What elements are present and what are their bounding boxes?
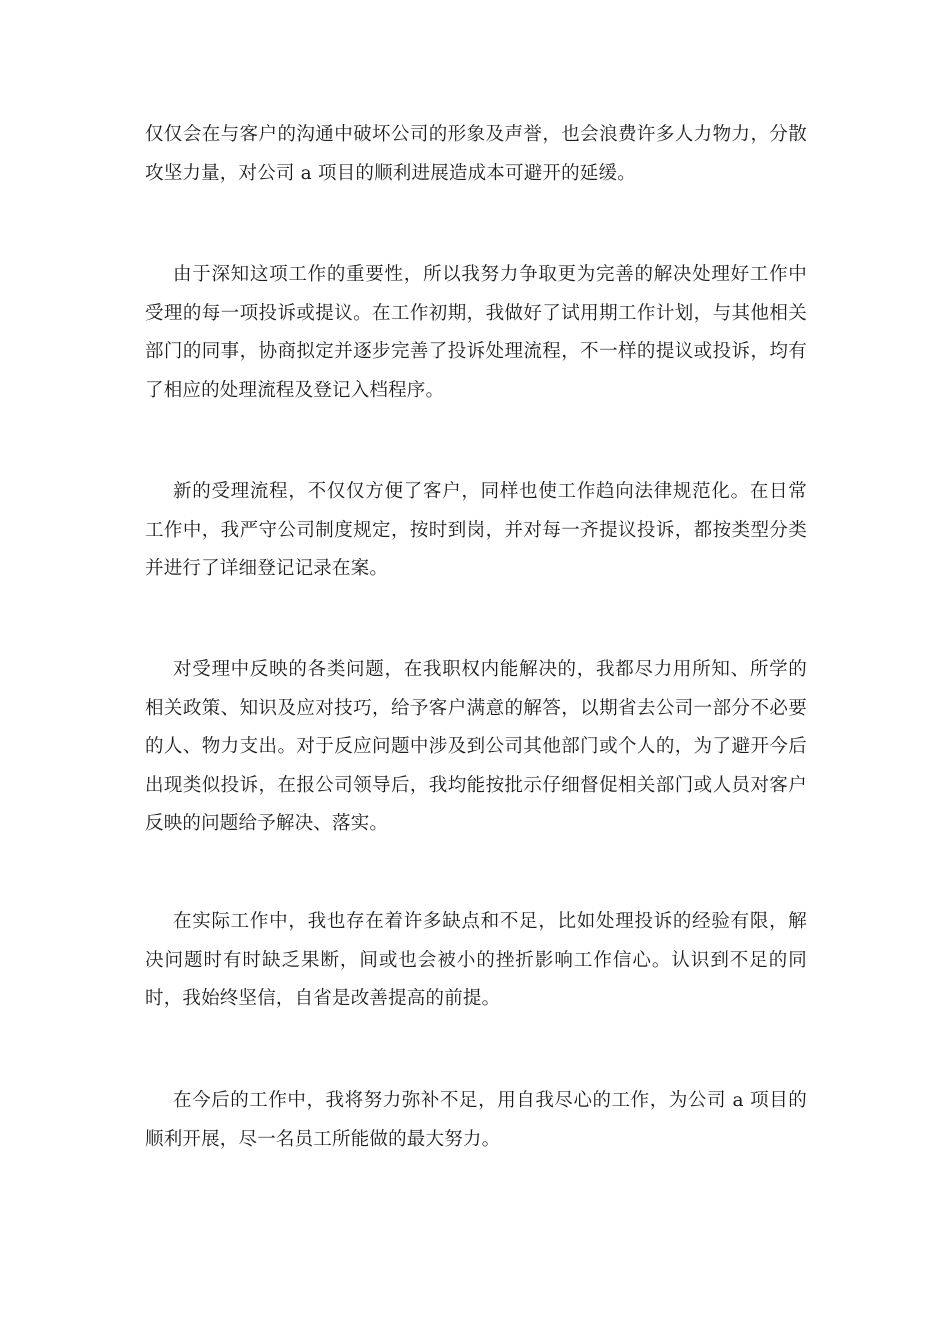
paragraph-2: 由于深知这项工作的重要性，所以我努力争取更为完善的解决处理好工作中受理的每一项投诉或提议。在工作初期，我做好了试用期工作计划，与其他相关部门的同事，协商拟定并逐步完善了投诉处理流程，不一样的提议或投诉，均有了相应的处理流程及登记入档程序。 — [145, 264, 807, 401]
paragraph-1: 仅仅会在与客户的沟通中破坏公司的形象及声誉，也会浪费许多人力物力，分散攻坚力量，对公司 a 项目的顺利进展造成本可避开的延缓。 — [145, 124, 807, 184]
paragraph-6: 在今后的工作中，我将努力弥补不足，用自我尽心的工作，为公司 a 项目的顺利开展，尽一名员工所能做的最大努力。 — [145, 1090, 807, 1150]
paragraph-5: 在实际工作中，我也存在着许多缺点和不足，比如处理投诉的经验有限，解决问题时有时缺乏果断，间或也会被小的挫折影响工作信心。认识到不足的同时，我始终坚信，自省是改善提高的前提。 — [145, 911, 807, 1009]
paragraph-4: 对受理中反映的各类问题，在我职权内能解决的，我都尽力用所知、所学的相关政策、知识及应对技巧，给予客户满意的解答，以期省去公司一部分不必要的人、物力支出。对于反应问题中涉及到公司其他部门或个人的，为了避开今后出现类似投诉，在报公司领导后，我均能按批示仔细督促相关部门或人员对客户反映的问题给予解决、落实。 — [145, 659, 807, 834]
paragraph-3: 新的受理流程，不仅仅方便了客户，同样也使工作趋向法律规范化。在日常工作中，我严守公司制度规定，按时到岗，并对每一齐提议投诉，都按类型分类并进行了详细登记记录在案。 — [145, 481, 807, 579]
